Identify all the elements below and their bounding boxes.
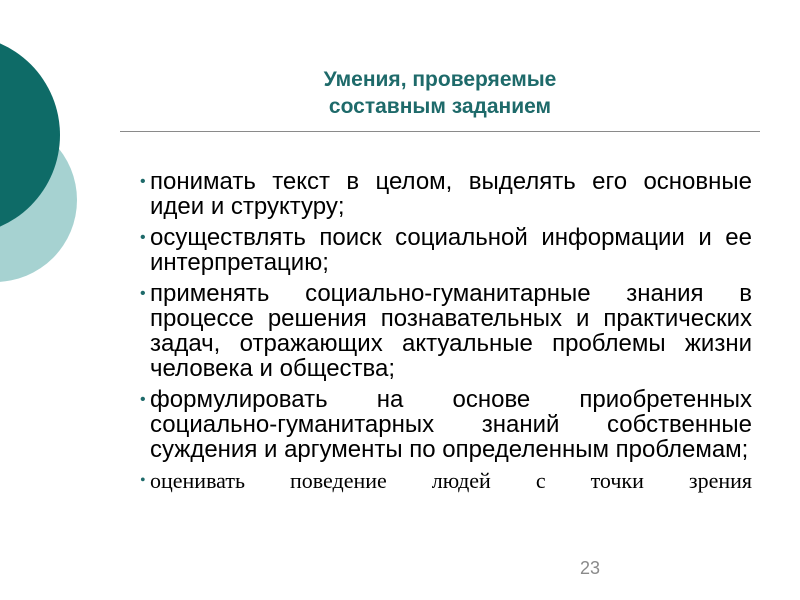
bullet-icon: • (140, 229, 146, 246)
bullet-item-3 (140, 280, 752, 382)
bullet-text-3: применять социально-гуманитарные знания в процессе решения познавательных и практических задач, отражающих актуальные проблемы жизни человека и общества; (150, 280, 752, 382)
title-line-2: составным заданием (328, 95, 552, 118)
bullet-icon: • (140, 472, 146, 489)
bullet-item-2 (140, 224, 752, 276)
bullet-icon: • (140, 285, 146, 302)
bullet-item-1 (140, 168, 752, 220)
bullet-list (140, 168, 752, 499)
bullet-text-4: формулировать на основе приобретенных социально-гуманитарных знаний собственные суждения и аргументы по определенным проблемам; (150, 386, 752, 463)
bullet-text-1: понимать текст в целом, выделять его основные идеи и структуру; (150, 168, 752, 220)
bullet-icon: • (140, 391, 146, 408)
slide-title (120, 66, 760, 120)
bullet-text-5: оценивать поведение людей с точки зрения (150, 468, 752, 493)
bullet-text-2: осуществлять поиск социальной информации и ее интерпретацию; (150, 224, 752, 276)
page-number: 23 (580, 558, 601, 578)
bullet-icon: • (140, 173, 146, 190)
light-teal-circle (0, 118, 77, 282)
title-line-1: Умения, проверяемые (323, 68, 557, 91)
dark-teal-circle (0, 35, 60, 235)
title-divider (120, 131, 760, 132)
bullet-item-4 (140, 386, 752, 463)
bullet-item-5 (140, 468, 752, 493)
